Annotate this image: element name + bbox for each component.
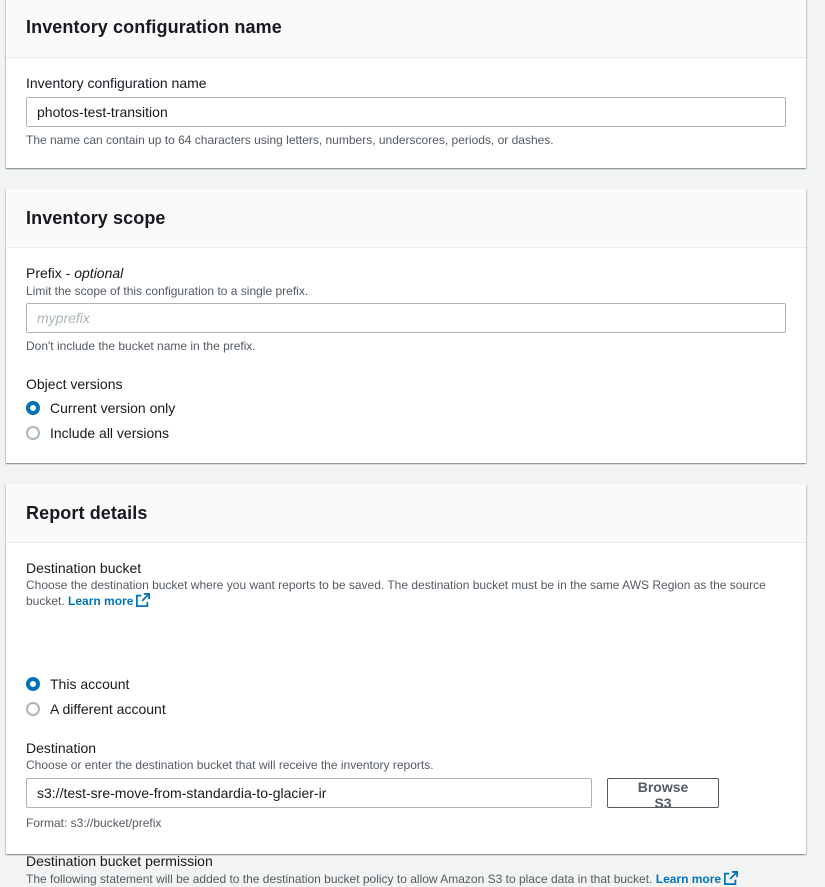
radio-this-account[interactable]	[26, 671, 166, 696]
radio-current-version[interactable]	[26, 395, 175, 420]
permission-desc	[26, 871, 796, 887]
report-header	[6, 484, 806, 543]
external-link-icon	[724, 871, 738, 885]
destination-bucket-label: Destination bucket	[26, 560, 142, 576]
destination-desc: Choose or enter the destination bucket that will receive the inventory reports.	[26, 758, 434, 772]
prefix-label	[26, 264, 123, 282]
scope-title: Inventory scope	[26, 207, 166, 228]
radio-checked-icon[interactable]	[26, 677, 40, 691]
destination-label: Destination	[26, 740, 97, 756]
radio-different-account[interactable]	[26, 696, 166, 721]
account-group	[26, 671, 166, 721]
radio-different-account-label: A different account	[50, 700, 166, 717]
radio-unchecked-icon[interactable]	[26, 426, 40, 440]
radio-all-versions-label: Include all versions	[50, 424, 170, 441]
object-versions-group	[26, 395, 175, 445]
permission-learn-more-link[interactable]	[656, 872, 738, 886]
radio-current-version-label: Current version only	[50, 399, 176, 416]
prefix-input[interactable]	[26, 303, 786, 333]
radio-all-versions[interactable]	[26, 420, 175, 445]
learn-more-link[interactable]	[68, 594, 150, 608]
scope-panel	[6, 189, 806, 463]
prefix-desc: Limit the scope of this configuration to a single prefix.	[26, 284, 309, 298]
permission-desc-text: The following statement will be added to the destination bucket policy to allow Amazon S3 to place data in that bucket.	[26, 872, 653, 886]
permission-learn-more-text: Learn more	[655, 872, 722, 886]
config-name-label: Inventory configuration name	[26, 75, 207, 91]
radio-checked-icon[interactable]	[26, 401, 40, 415]
external-link-icon	[136, 593, 150, 607]
report-title: Report details	[26, 502, 148, 523]
config-name-input[interactable]	[26, 97, 786, 127]
config-name-title: Inventory configuration name	[26, 17, 282, 37]
destination-bucket-desc-text: Choose the destination bucket where you want reports to be saved. The destination bucket must be in the same AWS Region as the source bucket.	[26, 578, 766, 608]
scope-header	[6, 189, 806, 248]
browse-s3-button[interactable]: Browse S3	[607, 778, 719, 808]
learn-more-text: Learn more	[68, 594, 134, 608]
prefix-hint: Don't include the bucket name in the prefix.	[26, 339, 256, 353]
radio-this-account-label: This account	[50, 675, 130, 692]
object-versions-label: Object versions	[26, 376, 123, 392]
prefix-optional-text: optional	[74, 265, 124, 281]
config-name-hint: The name can contain up to 64 characters using letters, numbers, underscores, periods, or dashes.	[26, 133, 554, 147]
destination-bucket-desc	[26, 578, 786, 609]
config-name-header	[6, 0, 806, 58]
destination-input[interactable]	[26, 778, 592, 808]
destination-format: Format: s3://bucket/prefix	[26, 816, 162, 830]
prefix-label-text: Prefix -	[26, 265, 75, 281]
report-panel	[6, 484, 806, 886]
config-name-panel	[6, 0, 806, 168]
permission-label: Destination bucket permission	[26, 853, 213, 869]
radio-unchecked-icon[interactable]	[26, 702, 40, 716]
